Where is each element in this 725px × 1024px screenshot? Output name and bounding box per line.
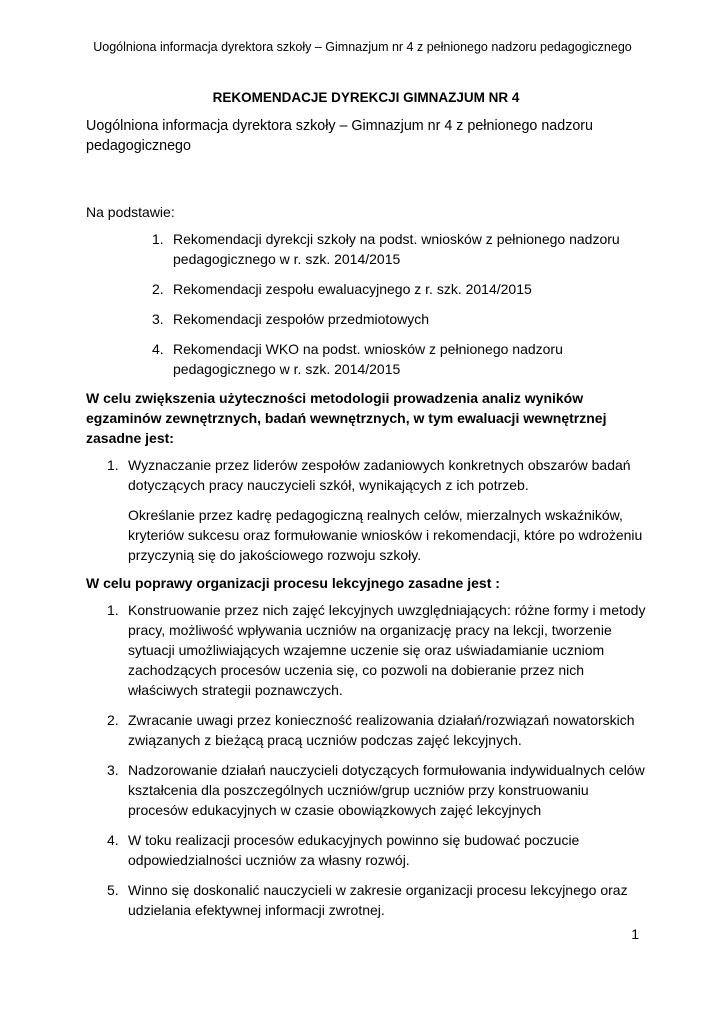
basis-item-text: Rekomendacji zespołu ewaluacyjnego z r. szk. 2014/2015 <box>173 281 532 297</box>
document-subtitle: Uogólniona informacja dyrektora szkoły – Gimnazjum nr 4 z pełnionego nadzoru pedagogicznego <box>86 118 594 154</box>
lessons-list <box>86 600 646 920</box>
list-number: 4. <box>107 832 119 848</box>
list-number: 4. <box>152 341 164 357</box>
running-header: Uogólniona informacja dyrektora szkoły – Gimnazjum nr 4 z pełnionego nadzoru pedagogicznego <box>93 40 632 54</box>
list-number: 5. <box>107 882 119 898</box>
section-heading-lessons: W celu poprawy organizacji procesu lekcyjnego zasadne jest : <box>86 575 500 591</box>
list-item <box>86 760 646 820</box>
list-item <box>86 455 646 495</box>
document-body <box>86 88 646 930</box>
basis-list <box>86 229 646 379</box>
list-item <box>86 710 646 750</box>
list-item-text: Nadzorowanie działań nauczycieli dotyczących formułowania indywidualnych celów kształcenia dla poszczególnych uczniów/grup uczniów przy konstruowaniu procesów edukacyjnych w czasie obowiązkowych zajęć lekcyjnych <box>128 762 645 818</box>
basis-item <box>86 279 646 299</box>
list-number: 1. <box>152 231 164 247</box>
list-number: 1. <box>107 457 119 473</box>
list-number: 2. <box>152 281 164 297</box>
list-item <box>86 600 646 700</box>
list-item-text: W toku realizacji procesów edukacyjnych powinno się budować poczucie odpowiedzialności uczniów za własny rozwój. <box>128 832 580 868</box>
page-number: 1 <box>631 926 639 942</box>
list-item <box>86 830 646 870</box>
section-heading-methodology: W celu zwiększenia użyteczności metodologii prowadzenia analiz wyników egzaminów zewnętrznych, badań wewnętrznych, w tym ewaluacji wewnętrznej zasadne jest: <box>86 390 607 446</box>
document-title: REKOMENDACJE DYREKCJI GIMNAZJUM NR 4 <box>212 90 520 105</box>
list-item <box>86 880 646 920</box>
list-item-text: Zwracanie uwagi przez konieczność realizowania działań/rozwiązań nowatorskich związanych z bieżącą pracą uczniów podczas zajęć lekcyjnych. <box>128 712 635 748</box>
list-number: 3. <box>107 762 119 778</box>
basis-item <box>86 309 646 329</box>
methodology-paragraph: Określanie przez kadrę pedagogiczną realnych celów, mierzalnych wskaźników, kryteriów sukcesu oraz formułowanie wniosków i rekomendacji, które po wdrożeniu przyczynią się do jakościowego rozwoju szkoły. <box>128 507 643 563</box>
list-number: 2. <box>107 712 119 728</box>
basis-label: Na podstawie: <box>86 204 175 220</box>
basis-item <box>86 229 646 269</box>
list-number: 1. <box>107 602 119 618</box>
basis-item-text: Rekomendacji zespołów przedmiotowych <box>173 311 430 327</box>
methodology-list <box>86 455 646 495</box>
basis-item-text: Rekomendacji WKO na podst. wniosków z pełnionego nadzoru pedagogicznego w r. szk. 2014/2015 <box>173 341 563 377</box>
list-item-text: Winno się doskonalić nauczycieli w zakresie organizacji procesu lekcyjnego oraz udzielania efektywnej informacji zwrotnej. <box>128 882 628 918</box>
list-number: 3. <box>152 311 164 327</box>
basis-item-text: Rekomendacji dyrekcji szkoły na podst. wniosków z pełnionego nadzoru pedagogicznego w r. szk. 2014/2015 <box>173 231 620 267</box>
basis-item <box>86 339 646 379</box>
list-item-text: Konstruowanie przez nich zajęć lekcyjnych uwzględniających: różne formy i metody pracy, możliwość wpływania uczniów na organizację pracy na lekcji, tworzenie sytuacji umożliwiających wzajemne uczenie się oraz uświadamianie uczniom zachodzących procesów uczenia się, co pozwoli na dobieranie przez nich właściwych strategii poznawczych. <box>128 602 646 698</box>
list-item-text: Wyznaczanie przez liderów zespołów zadaniowych konkretnych obszarów badań dotyczących pracy nauczycieli szkół, wynikających z ich potrzeb. <box>128 457 631 493</box>
